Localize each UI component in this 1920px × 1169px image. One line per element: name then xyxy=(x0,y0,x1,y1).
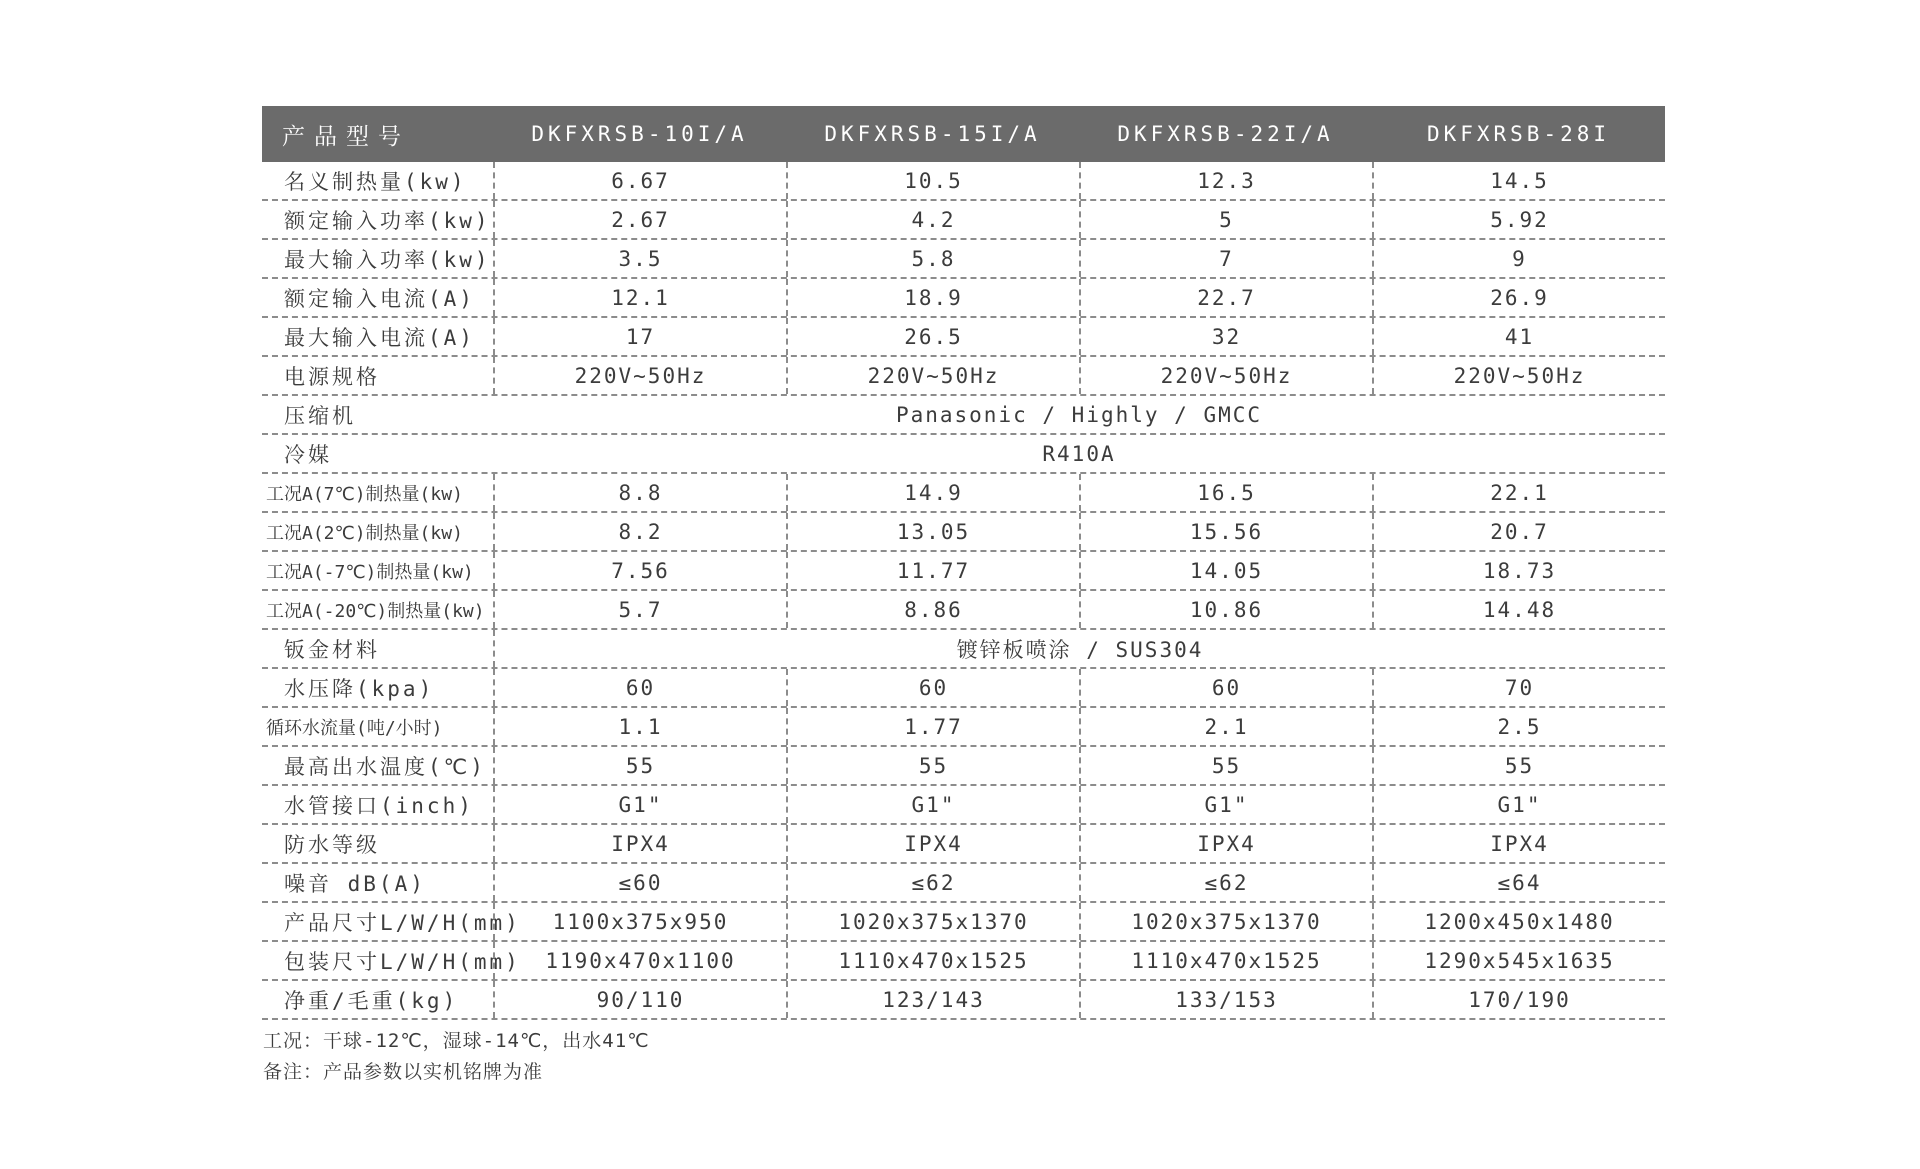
spec-value-cell: 9 xyxy=(1372,240,1665,277)
spec-value-cell: 1.1 xyxy=(493,708,786,745)
spec-value-cell: 10.86 xyxy=(1079,591,1372,628)
spec-value-cell: 3.5 xyxy=(493,240,786,277)
spec-table-body xyxy=(262,162,1665,1020)
table-row xyxy=(262,162,1665,201)
spec-value-cell: 1020x375x1370 xyxy=(786,903,1079,940)
table-row xyxy=(262,318,1665,357)
spec-value-cell: 1020x375x1370 xyxy=(1079,903,1372,940)
footnotes xyxy=(263,1026,650,1088)
table-row xyxy=(262,981,1665,1020)
table-row xyxy=(262,552,1665,591)
spec-value-cell: 14.9 xyxy=(786,474,1079,511)
spec-value-cell: 10.5 xyxy=(786,162,1079,199)
spec-value-cell: 16.5 xyxy=(1079,474,1372,511)
spec-value-cell: 20.7 xyxy=(1372,513,1665,550)
spec-value-cell: G1" xyxy=(1079,786,1372,823)
spec-value-cell: 6.67 xyxy=(493,162,786,199)
spec-value-cell: 15.56 xyxy=(1079,513,1372,550)
spec-label: 冷媒 xyxy=(284,442,332,467)
spec-value-cell: 220V~50Hz xyxy=(1079,357,1372,394)
spec-value-cell: 4.2 xyxy=(786,201,1079,238)
spec-label: 工况A(2℃)制热量(kw) xyxy=(266,522,463,544)
spec-value-cell: ≤62 xyxy=(1079,864,1372,901)
spec-value-cell: 8.2 xyxy=(493,513,786,550)
footnote-working-condition: 工况：干球-12℃，湿球-14℃，出水41℃ xyxy=(263,1030,650,1052)
spec-value-cell: 1200x450x1480 xyxy=(1372,903,1665,940)
spec-value-cell: G1" xyxy=(786,786,1079,823)
spec-value-cell: IPX4 xyxy=(493,825,786,862)
table-row xyxy=(262,825,1665,864)
spec-label: 钣金材料 xyxy=(284,637,380,662)
spec-value-cell: 41 xyxy=(1372,318,1665,355)
spec-label: 名义制热量(kw) xyxy=(284,169,467,194)
spec-label: 净重/毛重(kg) xyxy=(284,988,459,1013)
spec-value-cell: G1" xyxy=(1372,786,1665,823)
spec-label: 额定输入电流(A) xyxy=(284,286,475,311)
spec-value-cell: 14.5 xyxy=(1372,162,1665,199)
spec-value-cell: 11.77 xyxy=(786,552,1079,589)
spec-value-cell: 12.1 xyxy=(493,279,786,316)
spec-value-cell: 5 xyxy=(1079,201,1372,238)
spec-value-cell: 2.67 xyxy=(493,201,786,238)
spec-value-cell: 60 xyxy=(786,669,1079,706)
spec-value-cell: 1100x375x950 xyxy=(493,903,786,940)
table-row xyxy=(262,513,1665,552)
table-row xyxy=(262,396,1665,435)
spec-value-cell: 18.9 xyxy=(786,279,1079,316)
table-row xyxy=(262,942,1665,981)
header-model-name: DKFXRSB-28I xyxy=(1426,122,1611,146)
spec-value-cell: ≤62 xyxy=(786,864,1079,901)
spec-value-cell: 55 xyxy=(1079,747,1372,784)
spec-value-cell: 1110x470x1525 xyxy=(1079,942,1372,979)
spec-label: 产品尺寸L/W/H(mm) xyxy=(284,910,521,935)
spec-label: 压缩机 xyxy=(284,403,356,428)
spec-value-cell: 7.56 xyxy=(493,552,786,589)
spec-span-value: 镀锌板喷涂 / SUS304 xyxy=(493,630,1665,667)
spec-label: 工况A(-20℃)制热量(kw) xyxy=(266,600,485,622)
table-header-row xyxy=(262,106,1665,162)
spec-value-cell: 55 xyxy=(493,747,786,784)
spec-value-cell: 5.7 xyxy=(493,591,786,628)
table-row xyxy=(262,201,1665,240)
spec-value-cell: IPX4 xyxy=(1079,825,1372,862)
spec-value-cell: 1290x545x1635 xyxy=(1372,942,1665,979)
spec-value-cell: ≤64 xyxy=(1372,864,1665,901)
table-row xyxy=(262,864,1665,903)
table-row xyxy=(262,903,1665,942)
spec-value-cell: 1110x470x1525 xyxy=(786,942,1079,979)
spec-span-value: R410A xyxy=(1042,441,1116,466)
spec-value-cell: 5.8 xyxy=(786,240,1079,277)
table-row xyxy=(262,786,1665,825)
spec-label: 电源规格 xyxy=(284,364,380,389)
spec-value-cell: 1.77 xyxy=(786,708,1079,745)
table-row xyxy=(262,435,1665,474)
spec-label: 水管接口(inch) xyxy=(284,793,474,818)
spec-value-cell: 2.1 xyxy=(1079,708,1372,745)
spec-value-cell: 60 xyxy=(1079,669,1372,706)
table-row xyxy=(262,747,1665,786)
spec-value-cell: 55 xyxy=(1372,747,1665,784)
spec-value-cell: 26.5 xyxy=(786,318,1079,355)
spec-value-cell: IPX4 xyxy=(1372,825,1665,862)
spec-value-cell: 70 xyxy=(1372,669,1665,706)
spec-value-cell: 60 xyxy=(493,669,786,706)
spec-label: 最大输入电流(A) xyxy=(284,325,475,350)
spec-value-cell: 2.5 xyxy=(1372,708,1665,745)
spec-value-cell: 14.48 xyxy=(1372,591,1665,628)
spec-label: 最大输入功率(kw) xyxy=(284,247,491,272)
spec-value-cell: 55 xyxy=(786,747,1079,784)
spec-value-cell: 26.9 xyxy=(1372,279,1665,316)
spec-label: 工况A(7℃)制热量(kw) xyxy=(266,483,463,505)
spec-label: 循环水流量(吨/小时) xyxy=(266,717,443,739)
spec-value-cell: ≤60 xyxy=(493,864,786,901)
footnote-remark: 备注：产品参数以实机铭牌为准 xyxy=(263,1061,544,1083)
spec-value-cell: 133/153 xyxy=(1079,981,1372,1018)
table-row xyxy=(262,630,1665,669)
spec-value-cell: 18.73 xyxy=(1372,552,1665,589)
product-spec-table xyxy=(262,106,1665,1020)
table-row xyxy=(262,357,1665,396)
spec-value-cell: 90/110 xyxy=(493,981,786,1018)
spec-value-cell: 220V~50Hz xyxy=(1372,357,1665,394)
table-row xyxy=(262,708,1665,747)
spec-label: 水压降(kpa) xyxy=(284,676,435,701)
table-row xyxy=(262,591,1665,630)
spec-value-cell: 22.7 xyxy=(1079,279,1372,316)
spec-value-cell: 1190x470x1100 xyxy=(493,942,786,979)
header-product-model-label: 产品型号 xyxy=(282,123,410,150)
spec-value-cell: 17 xyxy=(493,318,786,355)
table-row xyxy=(262,279,1665,318)
spec-value-cell: G1" xyxy=(493,786,786,823)
table-row xyxy=(262,474,1665,513)
spec-label: 包装尺寸L/W/H(mm) xyxy=(284,949,521,974)
header-model-name: DKFXRSB-15I/A xyxy=(824,122,1041,146)
spec-value-cell: 7 xyxy=(1079,240,1372,277)
spec-value-cell: IPX4 xyxy=(786,825,1079,862)
spec-value-cell: 5.92 xyxy=(1372,201,1665,238)
spec-value-cell: 12.3 xyxy=(1079,162,1372,199)
spec-value-cell: 220V~50Hz xyxy=(493,357,786,394)
table-row xyxy=(262,669,1665,708)
table-row xyxy=(262,240,1665,279)
spec-label: 额定输入功率(kw) xyxy=(284,208,491,233)
spec-value-cell: 8.86 xyxy=(786,591,1079,628)
spec-value-cell: 8.8 xyxy=(493,474,786,511)
spec-span-value: Panasonic / Highly / GMCC xyxy=(895,402,1263,427)
spec-value-cell: 220V~50Hz xyxy=(786,357,1079,394)
spec-value-cell: 123/143 xyxy=(786,981,1079,1018)
spec-value-cell: 22.1 xyxy=(1372,474,1665,511)
spec-label: 工况A(-7℃)制热量(kw) xyxy=(266,561,474,583)
spec-value-cell: 13.05 xyxy=(786,513,1079,550)
header-model-name: DKFXRSB-22I/A xyxy=(1117,122,1334,146)
spec-label: 噪音 dB(A) xyxy=(284,871,426,896)
spec-label: 防水等级 xyxy=(284,832,380,857)
header-model-name: DKFXRSB-10I/A xyxy=(531,122,748,146)
spec-value-cell: 32 xyxy=(1079,318,1372,355)
spec-label: 最高出水温度(℃) xyxy=(284,754,486,779)
spec-value-cell: 170/190 xyxy=(1372,981,1665,1018)
spec-value-cell: 14.05 xyxy=(1079,552,1372,589)
